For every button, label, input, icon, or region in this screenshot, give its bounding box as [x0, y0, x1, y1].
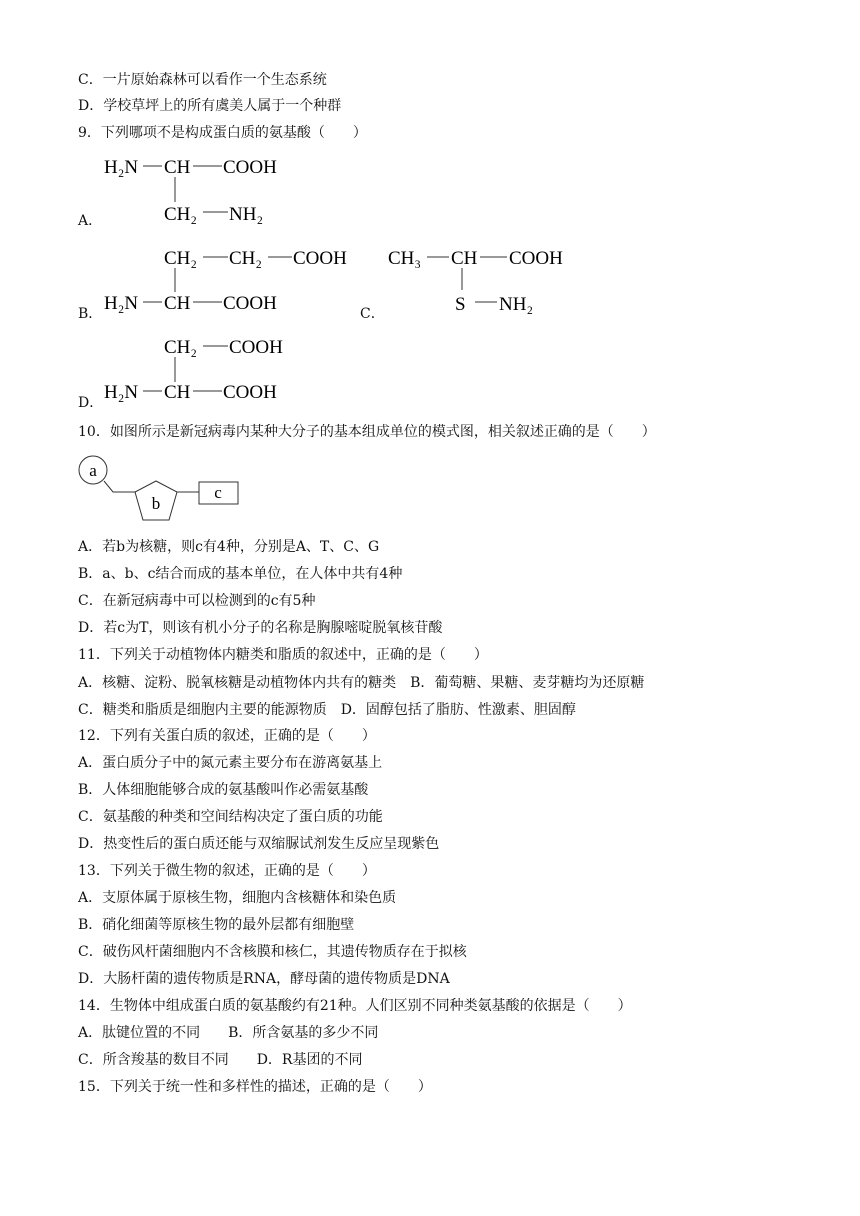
q10-option-d: D．若c为T，则该有机小分子的名称是胸腺嘧啶脱氧核苷酸 [78, 620, 443, 636]
q9-option-b-label: B． [78, 306, 103, 322]
q12-option-b: B．人体细胞能够合成的氨基酸叫作必需氨基酸 [78, 782, 369, 798]
q13-stem: 13．下列关于微生物的叙述，正确的是（ ） [78, 863, 376, 879]
q10-option-b: B．a、b、c结合而成的基本单位，在人体中共有4种 [78, 566, 403, 582]
formula-h2n: H₂N [104, 293, 139, 314]
q15-stem: 15．下列关于统一性和多样性的描述，正确的是（ ） [78, 1079, 432, 1095]
formula-s: S [455, 294, 466, 315]
q9-option-d-structure [100, 330, 300, 410]
formula-ch: CH [164, 293, 191, 314]
q9-option-d-label: D． [78, 395, 104, 411]
formula-cooh: COOH [223, 293, 277, 314]
formula-ch2: CH₂ [164, 204, 198, 225]
q13-option-b: B．硝化细菌等原核生物的最外层都有细胞壁 [78, 917, 355, 933]
q11-options-cd: C．糖类和脂质是细胞内主要的能源物质 D．固醇包括了脂肪、性激素、胆固醇 [78, 702, 576, 718]
q14-options-ab: A．肽键位置的不同 B．所含氨基的多少不同 [78, 1025, 379, 1041]
q12-option-c: C．氨基酸的种类和空间结构决定了蛋白质的功能 [78, 809, 383, 825]
formula-cooh: COOH [223, 157, 277, 178]
formula-ch: CH [164, 157, 191, 178]
q9-stem: 9．下列哪项不是构成蛋白质的氨基酸（ ） [78, 125, 367, 141]
formula-nh2: NH₂ [499, 294, 534, 315]
q9-option-a-structure [100, 150, 300, 230]
q10-stem: 10．如图所示是新冠病毒内某种大分子的基本组成单位的模式图，相关叙述正确的是（ ） [78, 424, 656, 440]
formula-cooh: COOH [223, 382, 277, 403]
q12-stem: 12．下列有关蛋白质的叙述，正确的是（ ） [78, 728, 376, 744]
q10-option-a: A．若b为核糖，则c有4种，分别是A、T、C、G [78, 539, 380, 555]
diagram-label-a: a [89, 461, 97, 480]
q12-option-d: D．热变性后的蛋白质还能与双缩脲试剂发生反应呈现紫色 [78, 836, 440, 852]
q9-option-c-structure [385, 240, 585, 320]
q13-option-c: C．破伤风杆菌细胞内不含核膜和核仁，其遗传物质存在于拟核 [78, 944, 467, 960]
q11-options-ab: A．核糖、淀粉、脱氧核糖是动植物体内共有的糖类 B．葡萄糖、果糖、麦芽糖均为还原糖 [78, 675, 645, 691]
q13-option-d: D．大肠杆菌的遗传物质是RNA，酵母菌的遗传物质是DNA [78, 971, 450, 987]
q9-option-c-label: C． [360, 306, 385, 322]
q9-option-a-label: A． [78, 213, 103, 229]
diagram-label-b: b [151, 494, 161, 513]
formula-ch2: CH₂ [164, 337, 198, 358]
formula-h2n: H₂N [104, 157, 139, 178]
q10-option-c: C．在新冠病毒中可以检测到的c有5种 [78, 593, 316, 609]
formula-cooh: COOH [293, 248, 347, 269]
nucleotide-diagram [76, 452, 256, 532]
q11-stem: 11．下列关于动植物体内糖类和脂质的叙述中，正确的是（ ） [78, 647, 488, 663]
formula-ch: CH [164, 382, 191, 403]
diagram-label-c: c [214, 483, 222, 502]
formula-ch3: CH₃ [388, 248, 422, 269]
q9-option-b-structure [100, 240, 365, 320]
formula-ch: CH [451, 248, 478, 269]
q14-options-cd: C．所含羧基的数目不同 D．R基团的不同 [78, 1052, 363, 1068]
q8-option-d: D．学校草坪上的所有虞美人属于一个种群 [78, 98, 342, 114]
q8-option-c: C．一片原始森林可以看作一个生态系统 [78, 72, 327, 88]
q13-option-a: A．支原体属于原核生物，细胞内含核糖体和染色质 [78, 890, 397, 906]
q14-stem: 14．生物体中组成蛋白质的氨基酸约有21种。人们区别不同种类氨基酸的依据是（ ） [78, 998, 632, 1014]
formula-cooh: COOH [229, 337, 283, 358]
formula-ch2: CH₂ [229, 248, 263, 269]
q12-option-a: A．蛋白质分子中的氮元素主要分布在游离氨基上 [78, 755, 383, 771]
formula-ch2: CH₂ [164, 248, 198, 269]
formula-nh2: NH₂ [229, 204, 264, 225]
formula-cooh: COOH [509, 248, 563, 269]
formula-h2n: H₂N [104, 382, 139, 403]
